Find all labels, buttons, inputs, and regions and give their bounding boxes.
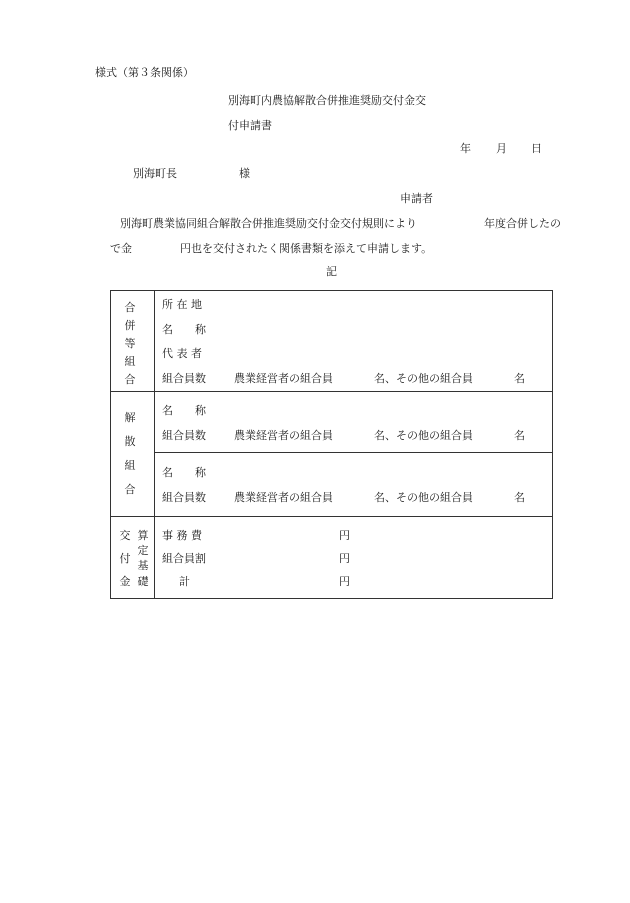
- dissolution-1-farmers-label: 農業経営者の組合員: [234, 429, 333, 442]
- dissolution-2-name-label: 名 称: [162, 466, 206, 479]
- merger-header-char-1: 合: [124, 301, 136, 314]
- section-divider-3: [111, 516, 552, 517]
- section-divider-1: [111, 391, 552, 392]
- applicant-label: 申請者: [400, 192, 433, 205]
- merger-header-char-4: 組: [124, 355, 136, 368]
- grant-office-expense-label: 事 務 費: [162, 529, 202, 542]
- ki-label: 記: [326, 265, 337, 278]
- grant-total-label: 計: [179, 575, 190, 588]
- addressee-honorific: 様: [239, 167, 250, 180]
- merger-header-char-5: 合: [124, 373, 136, 386]
- dissolution-1-others-label: 名、その他の組合員: [374, 429, 473, 442]
- date-month: 月: [496, 142, 507, 155]
- dissolution-header-char-3: 組: [124, 459, 136, 472]
- header-column-divider: [154, 291, 155, 598]
- merger-location-label: 所 在 地: [162, 298, 202, 311]
- dissolution-header-char-2: 散: [124, 435, 136, 448]
- grant-header-inner-char-1: 算: [137, 529, 149, 542]
- merger-header-char-3: 等: [124, 337, 136, 350]
- dissolution-2-unit: 名: [514, 491, 525, 504]
- merger-others-label: 名、その他の組合員: [374, 372, 473, 385]
- application-table: [110, 290, 553, 599]
- form-label: 様式（第３条関係）: [95, 66, 194, 79]
- grant-member-share-unit: 円: [339, 552, 350, 565]
- dissolution-1-member-count-label: 組合員数: [162, 429, 206, 442]
- body-line-2-b: 円也を交付されたく関係書類を添えて申請します。: [180, 242, 433, 255]
- merger-unit: 名: [514, 372, 525, 385]
- grant-office-expense-unit: 円: [339, 529, 350, 542]
- dissolution-2-farmers-label: 農業経営者の組合員: [234, 491, 333, 504]
- grant-header-outer-char-1: 交: [119, 529, 131, 542]
- body-line-2-a: で金: [110, 242, 132, 255]
- merger-representative-label: 代 表 者: [162, 347, 202, 360]
- merger-farmers-label: 農業経営者の組合員: [234, 372, 333, 385]
- grant-header-outer-char-2: 付: [119, 552, 131, 565]
- dissolution-2-member-count-label: 組合員数: [162, 491, 206, 504]
- date-year: 年: [460, 142, 471, 155]
- dissolution-1-name-label: 名 称: [162, 404, 206, 417]
- body-line-1-a: 別海町農業協同組合解散合併推進奨励交付金交付規則により: [120, 217, 417, 230]
- section-divider-2: [155, 452, 552, 453]
- dissolution-1-unit: 名: [514, 429, 525, 442]
- grant-total-unit: 円: [339, 575, 350, 588]
- dissolution-header-char-1: 解: [124, 411, 136, 424]
- title-line-2: 付申請書: [228, 119, 272, 132]
- grant-header-inner-char-4: 礎: [137, 575, 149, 588]
- grant-member-share-label: 組合員割: [162, 552, 206, 565]
- title-line-1: 別海町内農協解散合併推進奨励交付金交: [228, 94, 426, 107]
- merger-header-char-2: 併: [124, 319, 136, 332]
- dissolution-2-others-label: 名、その他の組合員: [374, 491, 473, 504]
- merger-name-label: 名 称: [162, 323, 206, 336]
- addressee-name: 別海町長: [133, 167, 177, 180]
- grant-header-outer-char-3: 金: [119, 575, 131, 588]
- grant-header-inner-char-3: 基: [137, 559, 149, 572]
- date-day: 日: [531, 142, 542, 155]
- body-line-1-b: 年度合併したの: [484, 217, 561, 230]
- dissolution-header-char-4: 合: [124, 483, 136, 496]
- grant-header-inner-char-2: 定: [137, 544, 149, 557]
- merger-member-count-label: 組合員数: [162, 372, 206, 385]
